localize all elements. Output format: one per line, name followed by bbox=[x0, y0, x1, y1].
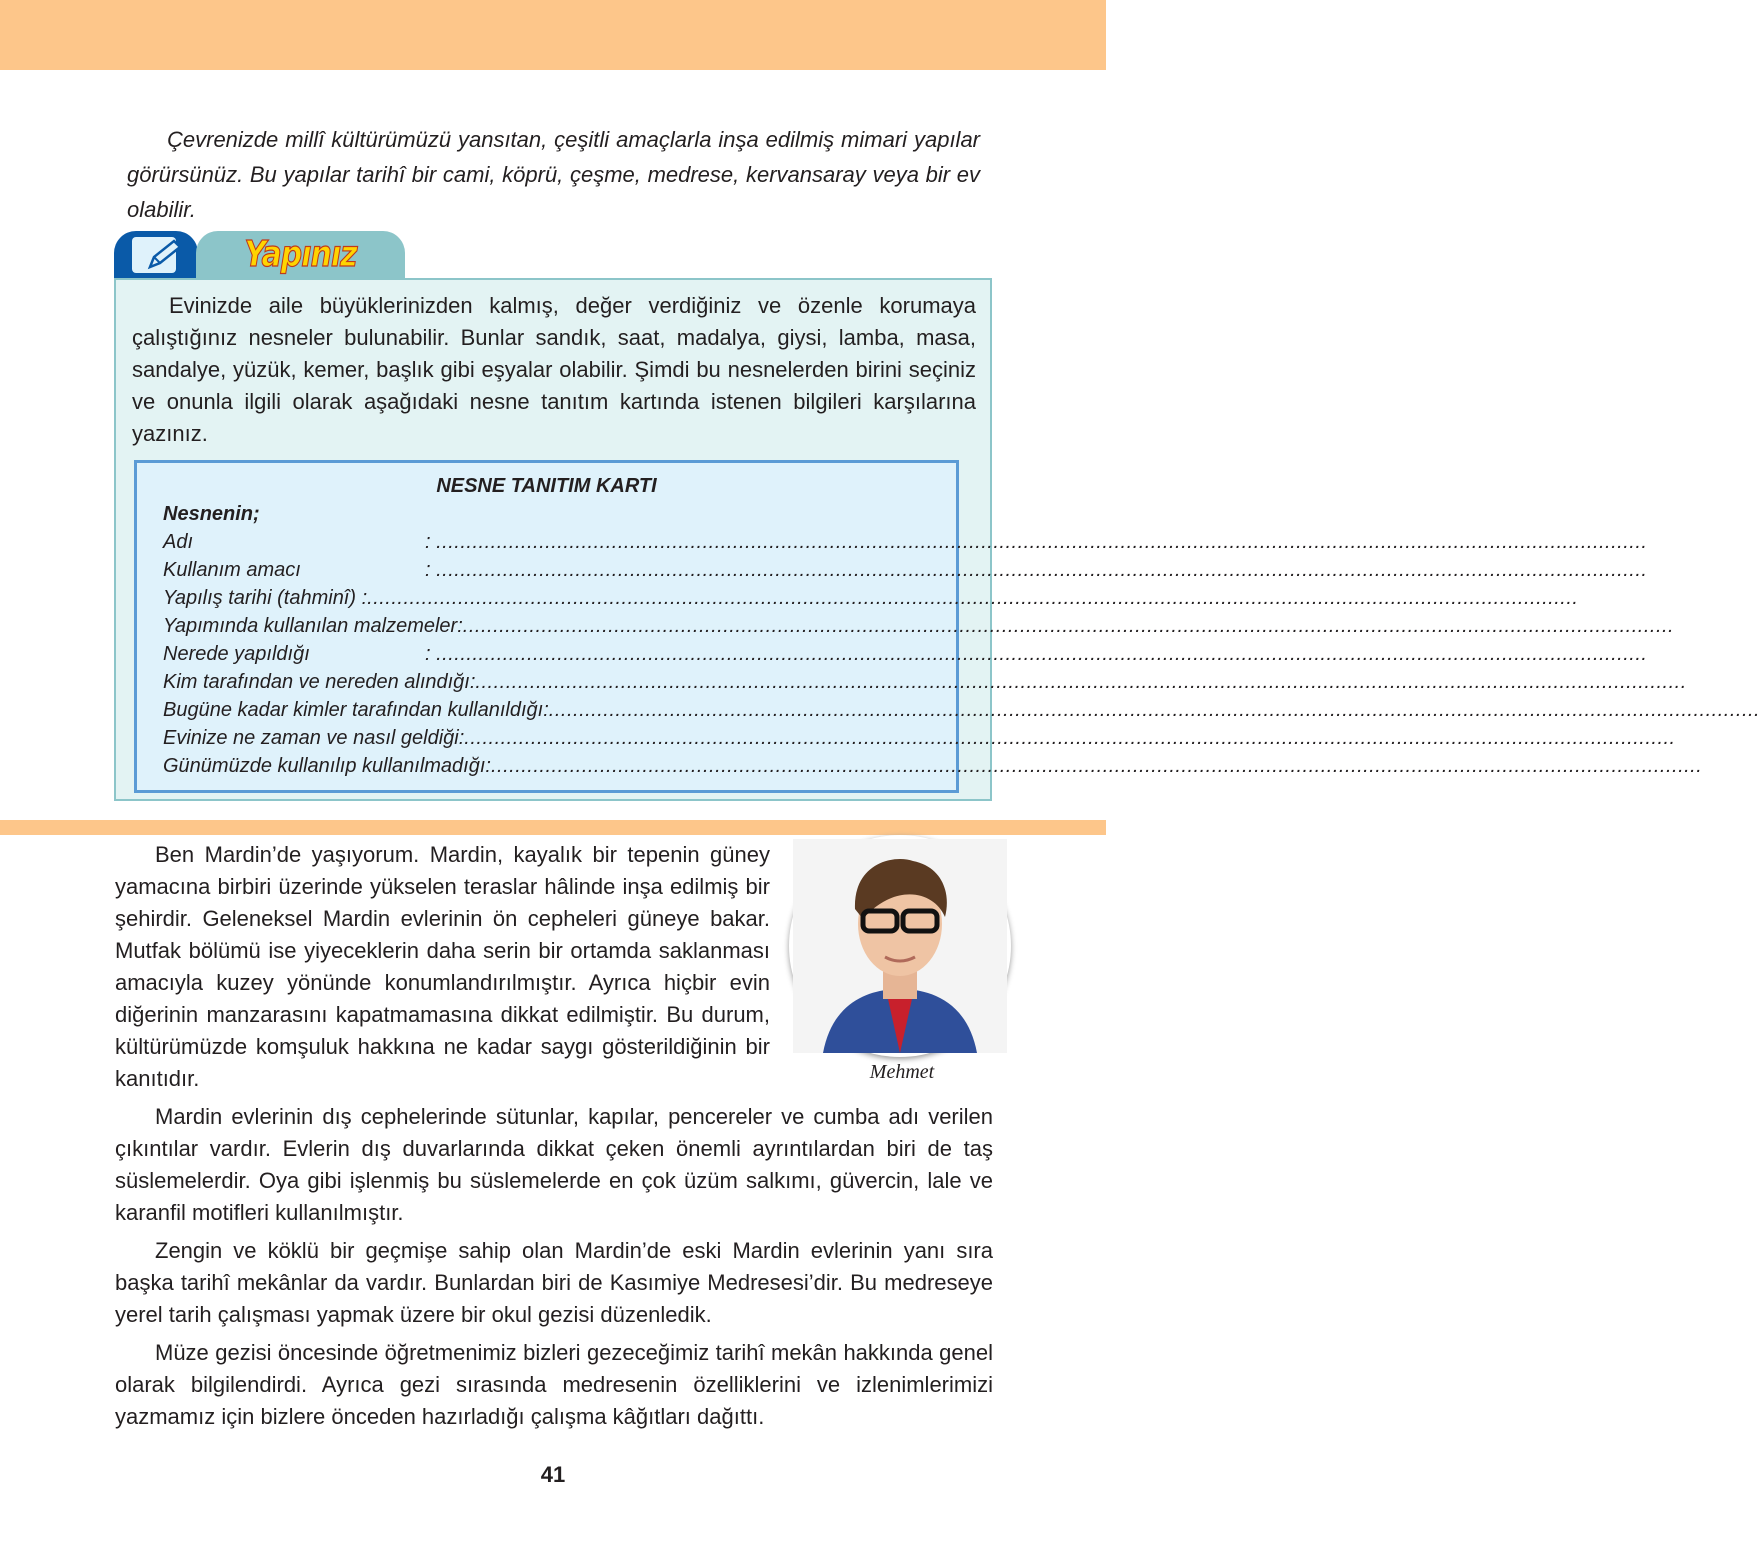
top-color-band bbox=[0, 0, 1106, 70]
notepad-pencil-icon bbox=[114, 231, 198, 279]
card-row bbox=[163, 531, 1648, 559]
card-row-label: Kullanım amacı bbox=[163, 559, 301, 581]
card-row bbox=[163, 699, 1760, 727]
card-row bbox=[163, 615, 1675, 643]
story-paragraph-3: Zengin ve köklü bir geçmişe sahip olan Mardin’de eski Mardin evlerinin yanı sıra başka tarihî mekânlar da vardır. Bunlardan biri de Kasımiye Medresesi’dir. Bu medreseye yerel tarih çalışması yapmak üzere bir okul gezisi düzenledik. bbox=[115, 1238, 993, 1327]
card-row-separator: : bbox=[425, 531, 437, 553]
fill-in-line[interactable]: ........................................................................................................................................................................................................ bbox=[548, 699, 1760, 721]
boy-portrait-photo bbox=[789, 835, 1011, 1057]
fill-in-line[interactable]: ........................................................................................................................................................................................................ bbox=[475, 671, 1687, 693]
card-row bbox=[163, 559, 1648, 587]
card-row bbox=[163, 643, 1648, 671]
object-card bbox=[134, 460, 1760, 793]
card-row-label: Kim tarafından ve nereden alındığı: bbox=[163, 671, 476, 693]
fill-in-line[interactable]: ........................................................................................................................................................................................................ bbox=[490, 755, 1703, 777]
card-heading: Nesnenin; bbox=[163, 503, 260, 525]
fill-in-line[interactable]: ........................................................................................................................................................................................................ bbox=[436, 643, 1648, 665]
fill-in-line[interactable]: ........................................................................................................................................................................................................ bbox=[462, 615, 1675, 637]
story-rest bbox=[115, 1101, 993, 1439]
activity-title: Yapınız bbox=[244, 233, 357, 276]
fill-in-line[interactable]: ........................................................................................................................................................................................................ bbox=[464, 727, 1676, 749]
fill-in-line[interactable]: ........................................................................................................................................................................................................ bbox=[436, 559, 1648, 581]
card-row bbox=[163, 587, 1579, 615]
activity-box bbox=[114, 278, 1760, 801]
fill-in-line[interactable]: ........................................................................................................................................................................................................ bbox=[436, 531, 1648, 553]
card-row-separator: : bbox=[425, 559, 437, 581]
card-row-label: Evinize ne zaman ve nasıl geldiği: bbox=[163, 727, 465, 749]
card-title: NESNE TANITIM KARTI bbox=[436, 475, 657, 497]
card-row-label: Adı bbox=[163, 531, 194, 553]
activity-instructions: Evinizde aile büyüklerinizden kalmış, değer verdiğiniz ve özenle korumaya çalıştığınız nesneler bulunabilir. Bunlar sandık, saat, madalya, giysi, lamba, masa, sandalye, yüzük, kemer, başlık gibi eşyalar olabilir. Şimdi bu nesnelerden birini seçiniz ve onunla ilgili olarak aşağıdaki nesne tanıtım kartında istenen bilgileri karşılarına yazınız. bbox=[132, 293, 976, 446]
card-row-label: Yapılış tarihi (tahminî) : bbox=[163, 587, 368, 609]
section-divider bbox=[0, 820, 1106, 835]
story-paragraph-4: Müze gezisi öncesinde öğretmenimiz bizleri gezeceğimiz tarihî mekân hakkında genel olarak bilgilendirdi. Ayrıca gezi sırasında medresenin özelliklerini ve izlenimlerimizi yazmamız için bizlere önceden hazırladığı çalışma kâğıtları dağıttı. bbox=[115, 1340, 993, 1429]
card-row bbox=[163, 755, 1703, 783]
card-row-label: Nerede yapıldığı bbox=[163, 643, 310, 665]
card-row-label: Bugüne kadar kimler tarafından kullanıldığı: bbox=[163, 699, 549, 721]
activity-tab bbox=[196, 231, 405, 279]
card-row-label: Günümüzde kullanılıp kullanılmadığı: bbox=[163, 755, 491, 777]
fill-in-line[interactable]: ........................................................................................................................................................................................................ bbox=[367, 587, 1579, 609]
intro-paragraph: Çevrenizde millî kültürümüzü yansıtan, çeşitli amaçlarla inşa edilmiş mimari yapılar görürsünüz. Bu yapılar tarihî bir cami, köprü, çeşme, medrese, kervansaray veya bir ev olabilir. bbox=[127, 127, 980, 222]
intro-text bbox=[127, 122, 980, 227]
card-row-separator: : bbox=[425, 643, 437, 665]
photo-caption: Mehmet bbox=[869, 1061, 935, 1083]
card-row-label: Yapımında kullanılan malzemeler: bbox=[163, 615, 463, 637]
story-paragraph-1 bbox=[115, 839, 770, 1095]
card-row bbox=[163, 727, 1676, 755]
story-paragraph-2: Mardin evlerinin dış cephelerinde sütunlar, kapılar, pencereler ve cumba adı verilen çıkıntılar vardır. Evlerin dış duvarlarında dikkat çeken önemli ayrıntılardan biri de taş süslemelerdir. Oya gibi işlenmiş bu süslemelerde en çok üzüm salkımı, güvercin, lale ve karanfil motifleri kullanılmıştır. bbox=[115, 1104, 993, 1225]
page-number: 41 bbox=[540, 1462, 566, 1487]
paragraph-text: Ben Mardin’de yaşıyorum. Mardin, kayalık bir tepenin güney yamacına birbiri üzerinde yükselen teraslar hâlinde inşa edilmiş bir şehirdir. Geleneksel Mardin evlerinin ön cepheleri güneye bakar. Mutfak bölümü ise yiyeceklerin daha serin bir ortamda saklanması amacıyla kuzey yönünde konumlandırılmıştır. Ayrıca hiçbir evin diğerinin manzarasını kapatmamasına dikkat edilmiştir. Bu durum, kültürümüzde komşuluk hakkına ne kadar saygı gösterildiğinin bir kanıtıdır. bbox=[115, 842, 770, 1091]
card-row bbox=[163, 671, 1687, 699]
